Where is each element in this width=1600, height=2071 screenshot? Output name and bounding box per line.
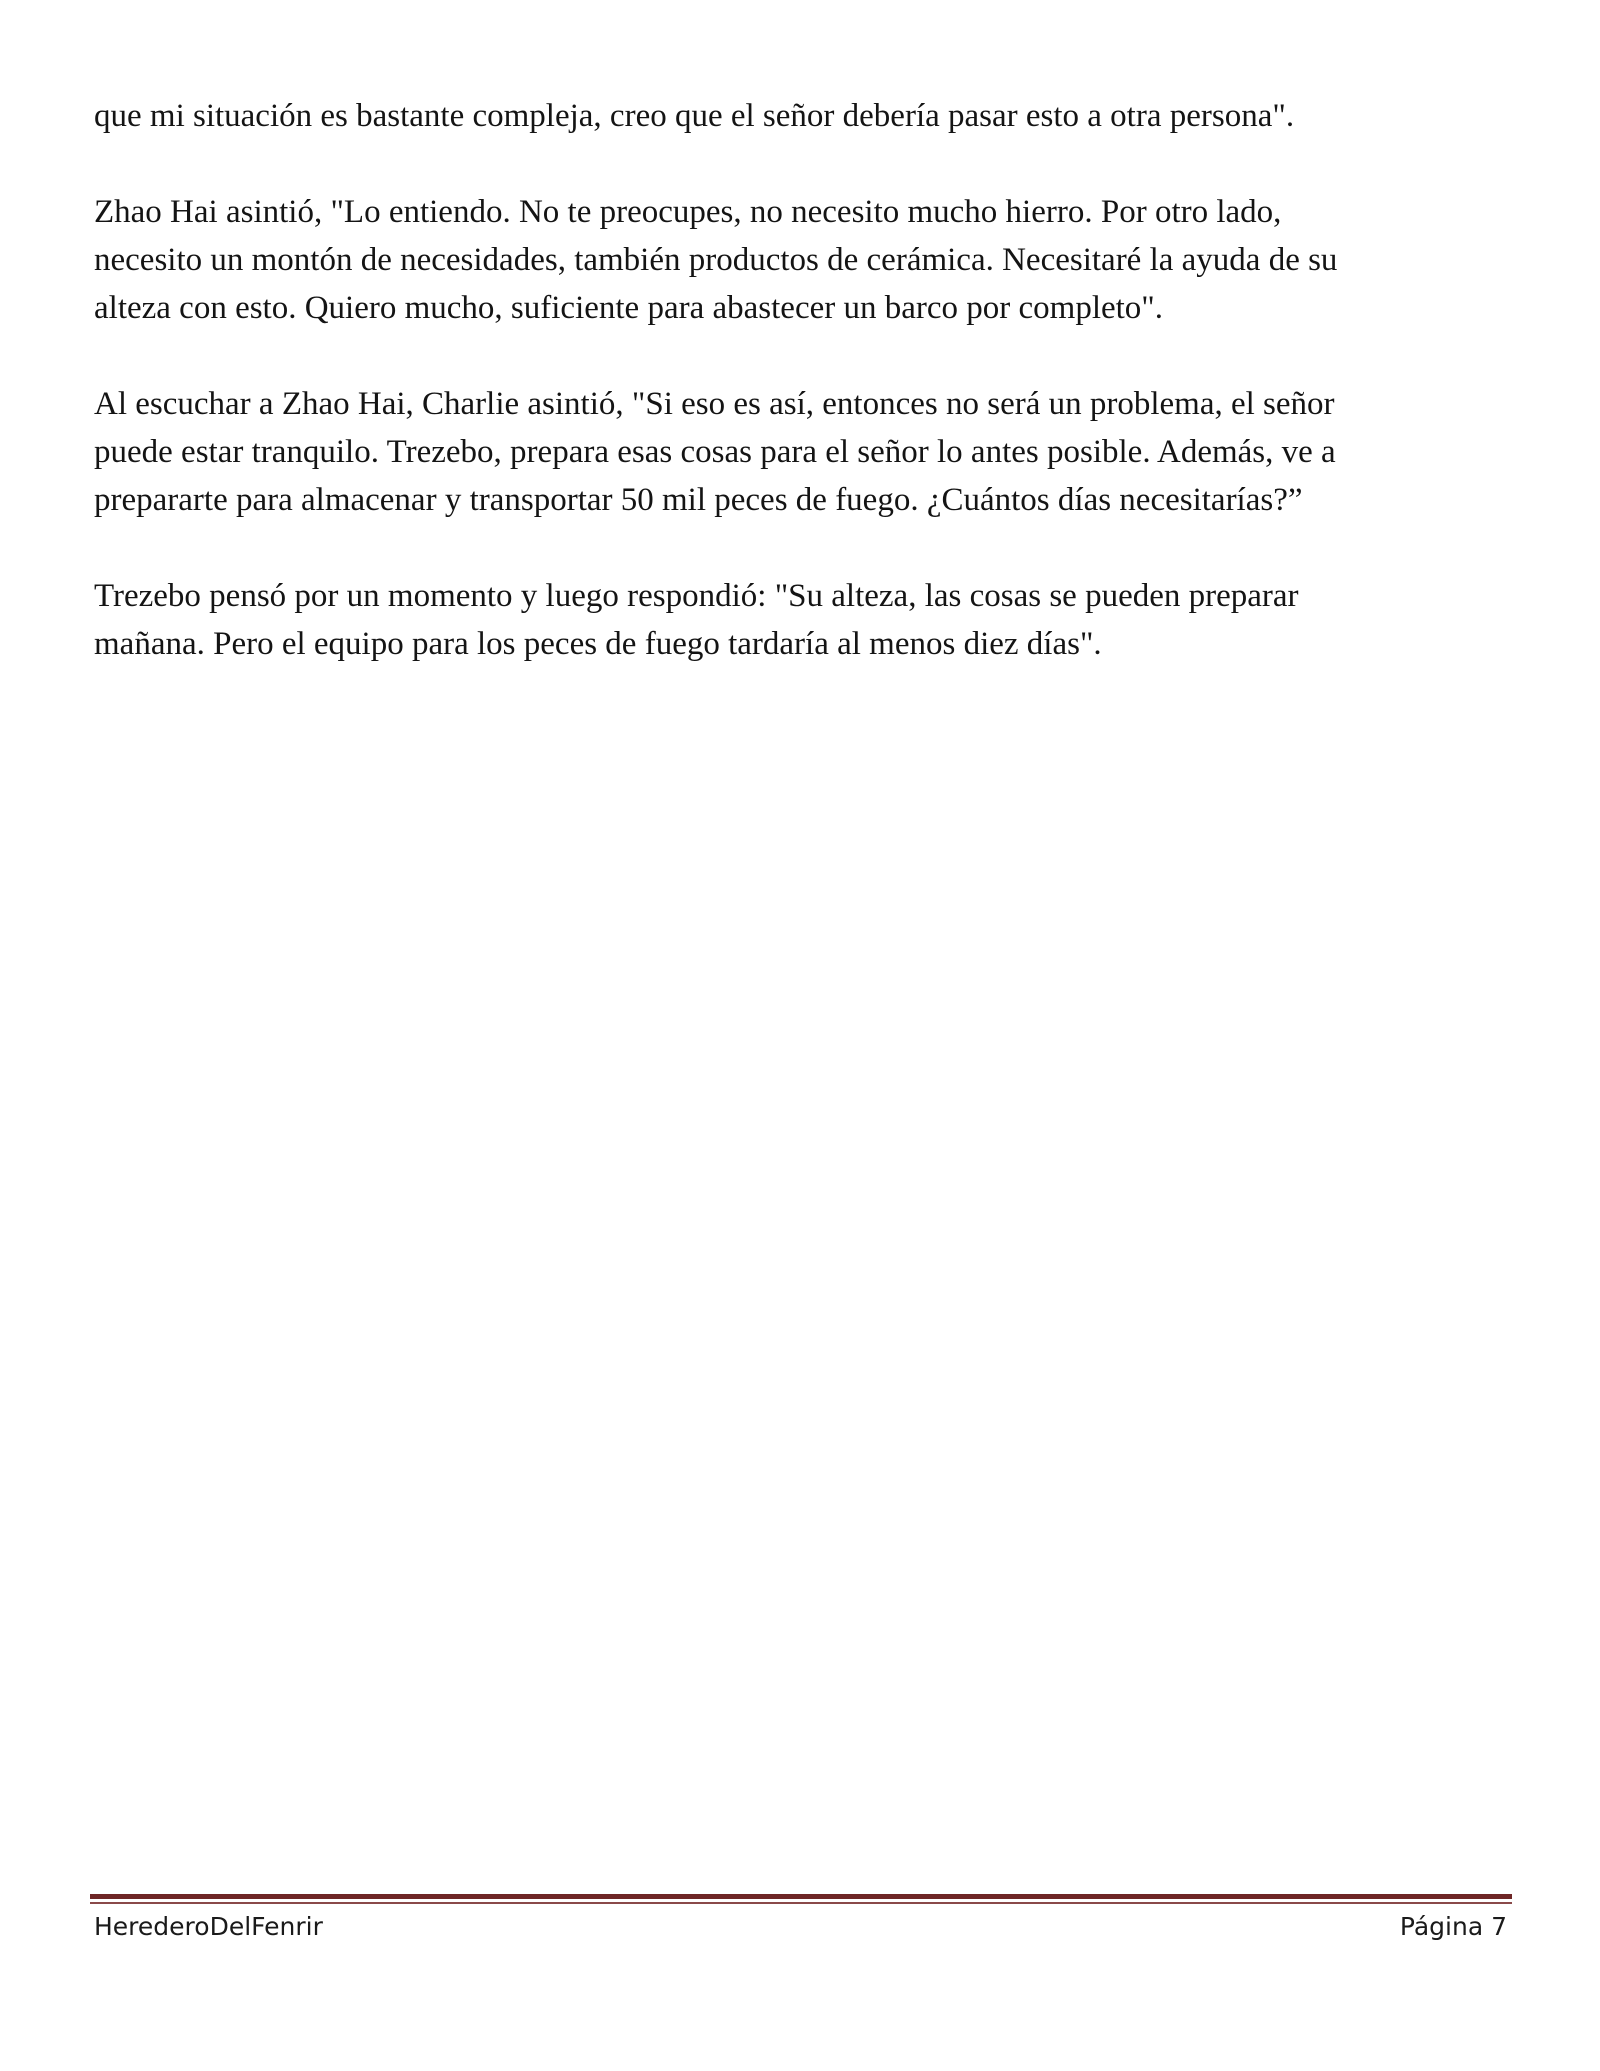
body-text bbox=[94, 92, 1514, 716]
paragraph-line: necesito un montón de necesidades, también productos de cerámica. Necesitaré la ayuda de su bbox=[94, 242, 1338, 278]
paragraph-line: Al escuchar a Zhao Hai, Charlie asintió, "Si eso es así, entonces no será un problema, el señor bbox=[94, 386, 1335, 422]
paragraph-line: alteza con esto. Quiero mucho, suficiente para abastecer un barco por completo". bbox=[94, 290, 1164, 326]
footer-author: HerederoDelFenrir bbox=[94, 1912, 323, 1941]
paragraph-3 bbox=[94, 380, 1514, 524]
paragraph-1 bbox=[94, 92, 1514, 140]
paragraph-line: prepararte para almacenar y transportar 50 mil peces de fuego. ¿Cuántos días necesitarías?” bbox=[94, 482, 1303, 518]
paragraph-line: Zhao Hai asintió, "Lo entiendo. No te preocupes, no necesito mucho hierro. Por otro lado, bbox=[94, 194, 1282, 230]
paragraph-line: puede estar tranquilo. Trezebo, prepara esas cosas para el señor lo antes posible. Además, ve a bbox=[94, 434, 1336, 470]
footer-divider-thin bbox=[90, 1902, 1512, 1904]
footer-page-number: Página 7 bbox=[1399, 1912, 1507, 1941]
paragraph-2 bbox=[94, 188, 1514, 332]
paragraph-line: mañana. Pero el equipo para los peces de fuego tardaría al menos diez días". bbox=[94, 626, 1102, 662]
paragraph-line: Trezebo pensó por un momento y luego respondió: "Su alteza, las cosas se pueden preparar bbox=[94, 578, 1299, 614]
paragraph-line: que mi situación es bastante compleja, creo que el señor debería pasar esto a otra persona". bbox=[94, 98, 1295, 134]
footer-divider bbox=[90, 1894, 1512, 1899]
paragraph-4 bbox=[94, 572, 1514, 668]
